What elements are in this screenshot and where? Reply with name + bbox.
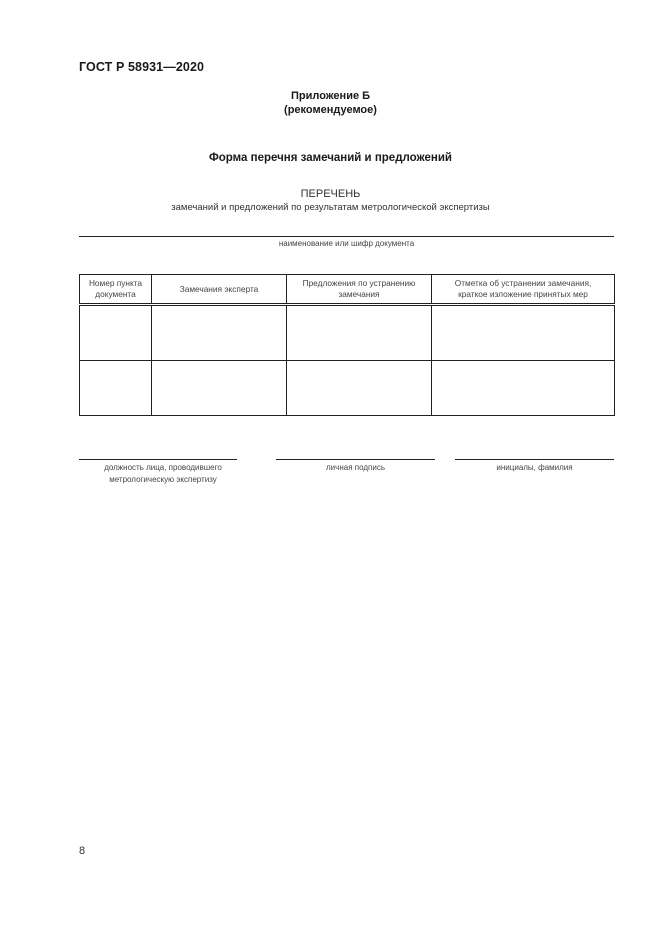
signature-caption-position bbox=[79, 462, 247, 486]
header-line: краткое изложение принятых мер bbox=[458, 289, 588, 299]
header-line: Отметка об устранении замечания, bbox=[454, 278, 592, 288]
document-name-field-line[interactable] bbox=[79, 236, 614, 237]
table-cell[interactable] bbox=[287, 305, 432, 361]
table-cell[interactable] bbox=[287, 361, 432, 416]
header-line: документа bbox=[95, 289, 136, 299]
table-row bbox=[80, 361, 615, 416]
table-header-row bbox=[80, 275, 615, 305]
table-cell[interactable] bbox=[432, 361, 615, 416]
table-cell[interactable] bbox=[80, 361, 152, 416]
remarks-table bbox=[79, 274, 615, 416]
header-line: Номер пункта bbox=[88, 278, 143, 288]
caption-line: метрологическую экспертизу bbox=[109, 475, 217, 484]
signature-line-personal[interactable] bbox=[276, 459, 435, 460]
header-line: Предложения по устранению bbox=[302, 278, 416, 288]
column-header-proposals bbox=[287, 275, 432, 305]
caption-line: должность лица, проводившего bbox=[104, 463, 222, 472]
column-header-resolution-note bbox=[432, 275, 615, 305]
column-header-item-number bbox=[80, 275, 152, 305]
document-code: ГОСТ Р 58931—2020 bbox=[79, 60, 205, 74]
header-line: Замечания эксперта bbox=[179, 283, 259, 294]
form-title: Форма перечня замечаний и предложений bbox=[208, 152, 453, 164]
signature-caption-name: инициалы, фамилия bbox=[496, 463, 573, 472]
appendix-title: Приложение Б bbox=[290, 90, 371, 102]
page-number: 8 bbox=[79, 845, 86, 857]
signature-caption-personal: личная подпись bbox=[326, 463, 385, 472]
table-cell[interactable] bbox=[80, 305, 152, 361]
table-row bbox=[80, 305, 615, 361]
signature-line-name[interactable] bbox=[455, 459, 614, 460]
appendix-status: (рекомендуемое) bbox=[284, 104, 377, 116]
signature-line-position[interactable] bbox=[79, 459, 237, 460]
header-line: замечания bbox=[338, 289, 380, 299]
column-header-expert-remarks bbox=[152, 275, 287, 305]
list-title: ПЕРЕЧЕНЬ bbox=[300, 188, 361, 200]
document-name-caption: наименование или шифр документа bbox=[278, 239, 415, 248]
table-cell[interactable] bbox=[432, 305, 615, 361]
table-cell[interactable] bbox=[152, 361, 287, 416]
table-cell[interactable] bbox=[152, 305, 287, 361]
list-subtitle: замечаний и предложений по результатам метрологической экспертизы bbox=[171, 202, 490, 213]
